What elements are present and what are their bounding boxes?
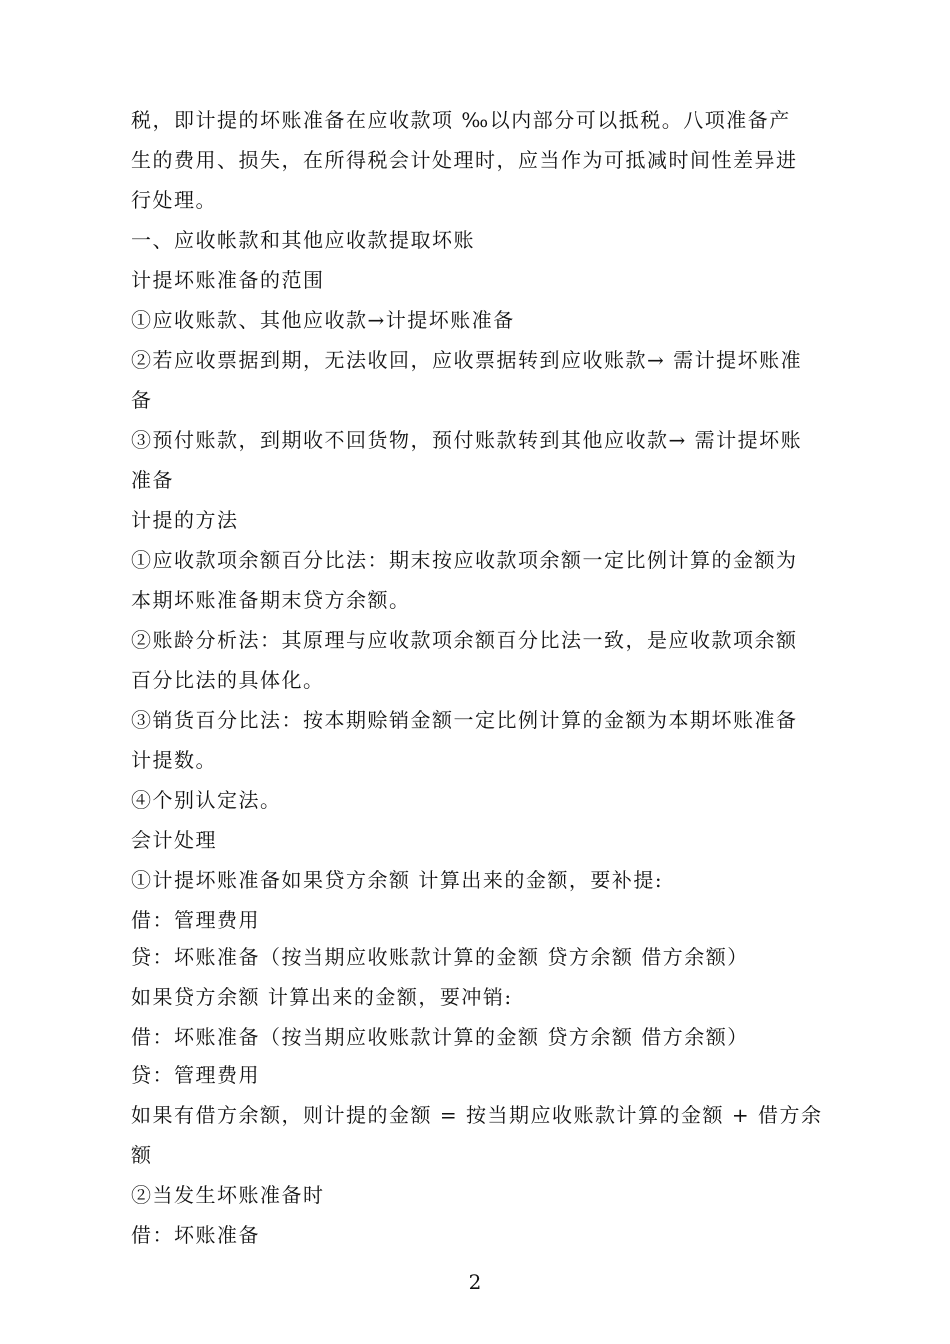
text-line: 额 [131,1143,153,1167]
text-line: ④个别认定法。 [131,788,282,812]
text-line: 计提数。 [131,748,217,772]
text-line: 计提坏账准备的范围 [131,268,325,292]
text-line: 行处理。 [131,188,217,212]
text-line: ①应收款项余额百分比法：期末按应收款项余额一定比例计算的金额为 [131,548,798,572]
text-line: 如果有借方余额，则计提的金额 = 按当期应收账款计算的金额 + 借方余 [131,1103,823,1127]
text-line: 本期坏账准备期末贷方余额。 [131,588,411,612]
text-line: ③销货百分比法：按本期赊销金额一定比例计算的金额为本期坏账准备 [131,708,798,732]
text-line: ②账龄分析法：其原理与应收款项余额百分比法一致，是应收款项余额 [131,628,798,652]
text-line: 借：管理费用 [131,908,260,932]
text-line: ①计提坏账准备如果贷方余额 计算出来的金额，要补提: [131,868,664,892]
text-line: 生的费用、损失，在所得税会计处理时，应当作为可抵减时间性差异进 [131,148,798,172]
text-line: ①应收账款、其他应收款→计提坏账准备 [131,308,515,332]
page-number: 2 [468,1270,482,1294]
text-line: 备 [131,388,153,412]
text-line: 税，即计提的坏账准备在应收款项 ‰以内部分可以抵税。八项准备产 [131,108,791,132]
text-line: 如果贷方余额 计算出来的金额，要冲销: [131,985,513,1009]
text-line: ②当发生坏账准备时 [131,1183,325,1207]
text-line: 百分比法的具体化。 [131,668,325,692]
text-line: ③预付账款，到期收不回货物，预付账款转到其他应收款→ 需计提坏账 [131,428,803,452]
text-line: 借：坏账准备（按当期应收账款计算的金额 贷方余额 借方余额） [131,1025,749,1049]
text-line: ②若应收票据到期，无法收回，应收票据转到应收账款→ 需计提坏账准 [131,348,803,372]
text-line: 一、应收帐款和其他应收款提取坏账 [131,228,475,252]
text-line: 会计处理 [131,828,217,852]
text-line: 贷：管理费用 [131,1063,260,1087]
text-line: 借：坏账准备 [131,1223,260,1247]
text-line: 计提的方法 [131,508,239,532]
text-line: 准备 [131,468,174,492]
text-line: 贷：坏账准备（按当期应收账款计算的金额 贷方余额 借方余额） [131,945,749,969]
